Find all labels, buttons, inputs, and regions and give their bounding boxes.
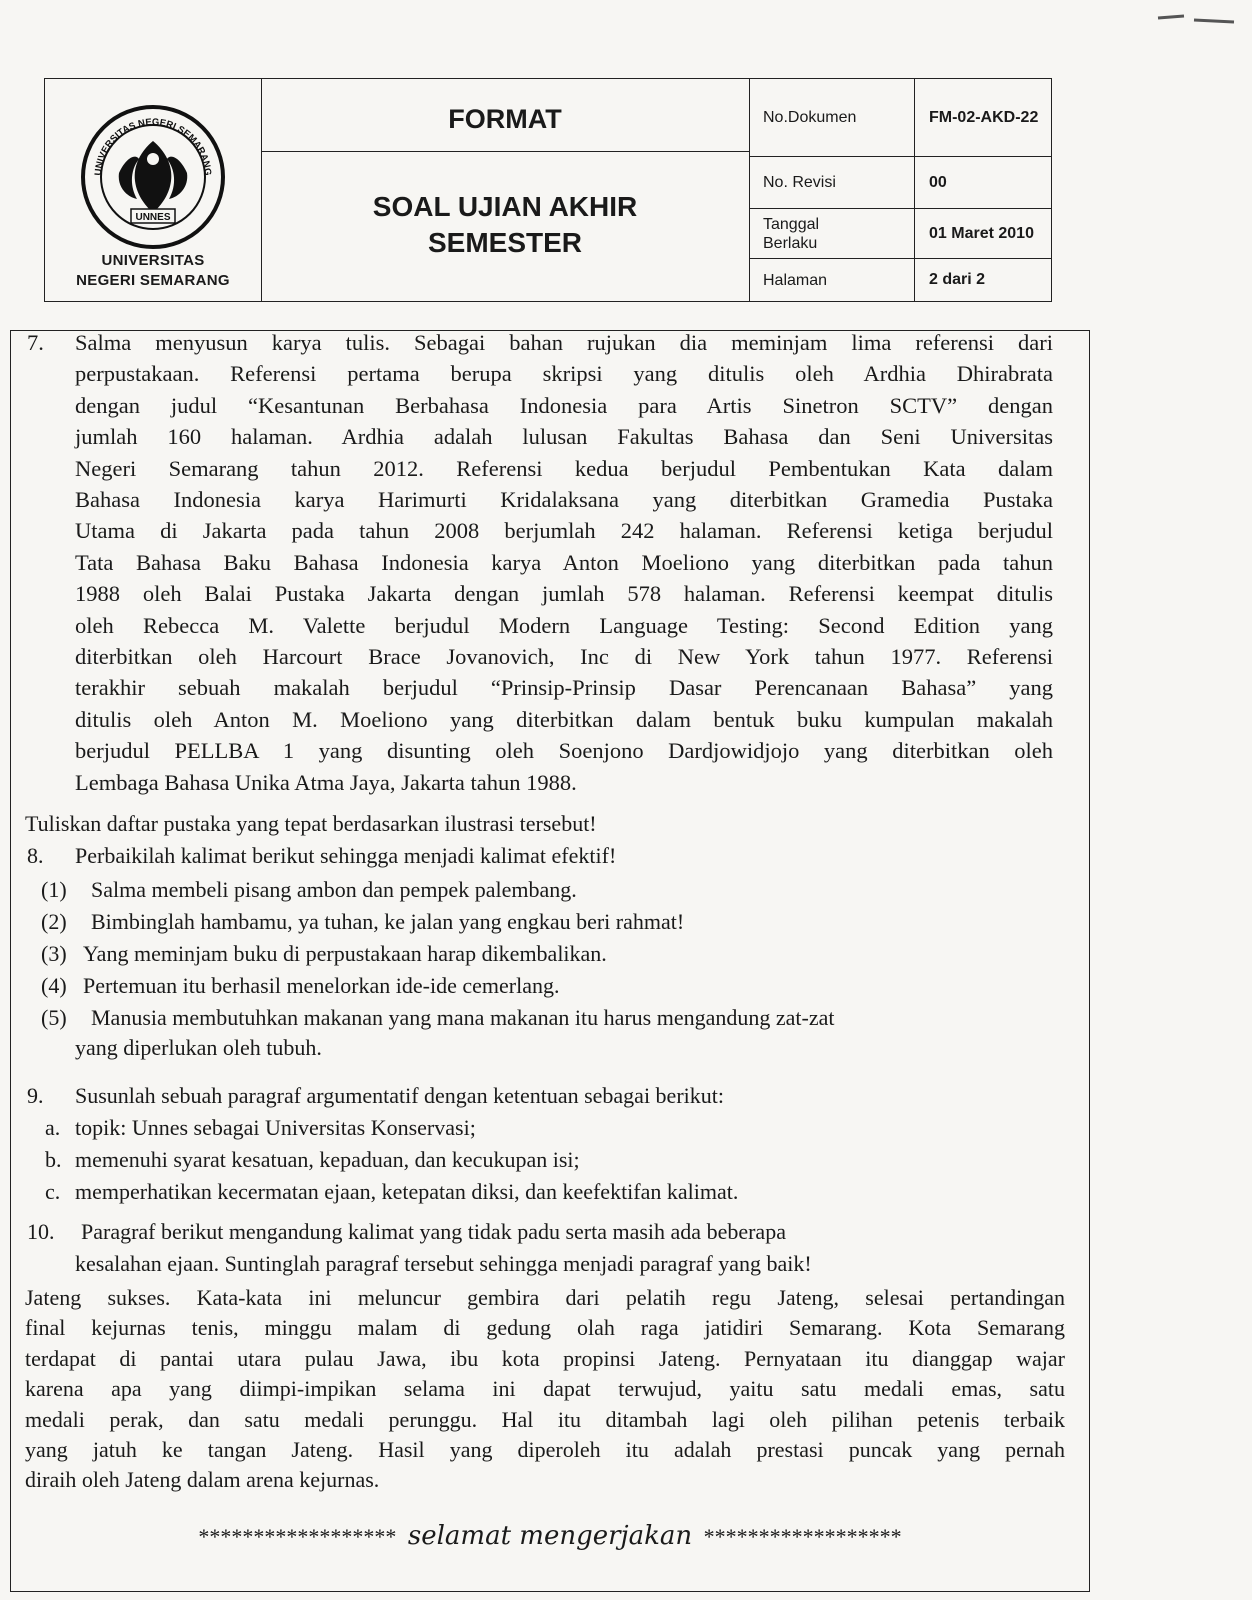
document-title — [261, 189, 749, 261]
q7-instruction: Tuliskan daftar pustaka yang tepat berdasarkan ilustrasi tersebut! — [25, 811, 597, 836]
q9-item-label: b. — [45, 1147, 62, 1172]
closing-text: selamat mengerjakan — [407, 1521, 693, 1551]
q8-item-label: (3) — [41, 941, 67, 966]
q10-prompt: kesalahan ejaan. Suntinglah paragraf tersebut sehingga menjadi paragraf yang baik! — [75, 1251, 812, 1276]
university-name — [45, 251, 261, 291]
title-line-2: SEMESTER — [427, 227, 583, 258]
meta-row — [749, 157, 1051, 209]
question-number: 10. — [27, 1219, 55, 1244]
q9-prompt: Susunlah sebuah paragraf argumentatif dengan ketentuan sebagai berikut: — [75, 1083, 724, 1108]
q7-line: diterbitkan oleh Harcourt Brace Jovanovich, Inc di New York tahun 1977. Referensi — [75, 644, 1053, 670]
q9-item: memenuhi syarat kesatuan, kepaduan, dan kecukupan isi; — [75, 1147, 580, 1172]
q7-line: berjudul PELLBA 1 yang disunting oleh Soenjono Dardjowidjojo yang diterbitkan oleh — [75, 738, 1053, 764]
q7-line: Negeri Semarang tahun 2012. Referensi kedua berjudul Pembentukan Kata dalam — [75, 455, 1053, 481]
meta-row — [749, 79, 1051, 157]
passage-line: medali perak, dan satu medali perunggu. Hal itu ditambah lagi oleh pilihan petenis terbaik — [25, 1406, 1065, 1432]
meta-row — [749, 209, 1051, 259]
title-cell — [261, 79, 750, 301]
document-header — [44, 78, 1052, 302]
q8-item: Pertemuan itu berhasil menelorkan ide-ide cemerlang. — [83, 973, 560, 998]
q8-item-label: (2) — [41, 909, 67, 934]
unnes-logo-icon — [79, 103, 227, 251]
q8-item: Salma membeli pisang ambon dan pempek palembang. — [91, 877, 577, 902]
meta-key: No.Dokumen — [749, 79, 915, 156]
meta-row — [749, 259, 1051, 301]
q8-item: Manusia membutuhkan makanan yang mana makanan itu harus mengandung zat-zat — [91, 1005, 835, 1030]
logo-cell — [45, 79, 262, 301]
q7-line: dengan judul “Kesantunan Berbahasa Indonesia para Artis Sinetron SCTV” dengan — [75, 392, 1053, 418]
meta-value: 00 — [929, 173, 947, 191]
university-line-2: NEGERI SEMARANG — [76, 272, 230, 289]
meta-value: 2 dari 2 — [929, 271, 986, 288]
q7-line: Utama di Jakarta pada tahun 2008 berjumlah 242 halaman. Referensi ketiga berjudul — [75, 518, 1053, 544]
q8-item-continuation: yang diperlukan oleh tubuh. — [75, 1035, 322, 1060]
q7-line: oleh Rebecca M. Valette berjudul Modern Language Testing: Second Edition yang — [75, 612, 1053, 638]
q8-item: Bimbinglah hambamu, ya tuhan, ke jalan yang engkau beri rahmat! — [91, 909, 685, 934]
q7-line: Lembaga Bahasa Unika Atma Jaya, Jakarta tahun 1988. — [75, 769, 577, 795]
q7-line: Salma menyusun karya tulis. Sebagai bahan rujukan dia meminjam lima referensi dari — [75, 330, 1053, 355]
question-box — [10, 330, 1090, 1592]
q9-item: memperhatikan kecermatan ejaan, ketepatan diksi, dan keefektifan kalimat. — [75, 1179, 739, 1204]
closing-stars-right: ****************** — [703, 1524, 902, 1549]
q7-line: jumlah 160 halaman. Ardhia adalah lulusan Fakultas Bahasa dan Seni Universitas — [75, 424, 1053, 450]
q9-item: topik: Unnes sebagai Universitas Konservasi; — [75, 1115, 476, 1140]
logo-ring-text: UNIVERSITAS NEGERI SEMARANG — [92, 116, 214, 177]
university-line-1: UNIVERSITAS — [101, 252, 205, 269]
question-number: 8. — [27, 843, 44, 868]
q8-item: Yang meminjam buku di perpustakaan harap dikembalikan. — [83, 941, 607, 966]
q7-line: ditulis oleh Anton M. Moeliono yang diterbitkan dalam bentuk buku kumpulan makalah — [75, 706, 1053, 732]
meta-key: Tanggal Berlaku — [749, 209, 915, 258]
q8-prompt: Perbaikilah kalimat berikut sehingga menjadi kalimat efektif! — [75, 843, 617, 868]
closing-stars-left: ****************** — [198, 1524, 397, 1549]
meta-table — [749, 79, 1051, 301]
passage-line: Jateng sukses. Kata-kata ini meluncur gembira dari pelatih regu Jateng, selesai pertandingan — [25, 1285, 1065, 1310]
meta-value: FM-02-AKD-22 — [929, 108, 1039, 126]
question-7-text — [75, 327, 1053, 798]
passage-line: karena apa yang diimpi-impikan selama ini dapat terwujud, yaitu satu medali emas, satu — [25, 1376, 1065, 1402]
q7-line: terakhir sebuah makalah berjudul “Prinsip-Prinsip Dasar Perencanaan Bahasa” yang — [75, 675, 1053, 701]
q8-item-label: (5) — [41, 1005, 67, 1030]
scan-smudge-icon — [1154, 8, 1238, 28]
title-line-1: SOAL UJIAN AKHIR — [372, 191, 638, 222]
q9-item-label: a. — [45, 1115, 61, 1140]
passage-line: final kejurnas tenis, minggu malam di gedung olah raga jatidiri Semarang. Kota Semarang — [25, 1315, 1065, 1341]
question-number: 7. — [27, 330, 44, 355]
meta-key: No. Revisi — [749, 157, 915, 208]
passage-line: terdapat di pantai utara pulau Jawa, ibu kota propinsi Jateng. Pernyataan itu dianggap wajar — [25, 1345, 1065, 1371]
passage-line: diraih oleh Jateng dalam arena kejurnas. — [25, 1467, 380, 1493]
question-number: 9. — [27, 1083, 44, 1108]
q7-line: Tata Bahasa Baku Bahasa Indonesia karya Anton Moeliono yang diterbitkan pada tahun — [75, 549, 1053, 575]
q9-item-label: c. — [45, 1179, 61, 1204]
q7-line: Bahasa Indonesia karya Harimurti Kridalaksana yang diterbitkan Gramedia Pustaka — [75, 487, 1053, 513]
q8-item-label: (4) — [41, 973, 67, 998]
q7-line: perpustakaan. Referensi pertama berupa skripsi yang ditulis oleh Ardhia Dhirabrata — [75, 361, 1053, 387]
q10-prompt: Paragraf berikut mengandung kalimat yang tidak padu serta masih ada beberapa — [81, 1219, 786, 1244]
format-label: FORMAT — [261, 79, 749, 152]
q7-line: 1988 oleh Balai Pustaka Jakarta dengan jumlah 578 halaman. Referensi keempat ditulis — [75, 581, 1053, 607]
closing-line — [11, 1521, 1089, 1551]
meta-key: Halaman — [749, 259, 915, 301]
q8-item-label: (1) — [41, 877, 67, 902]
logo-unnes-text: UNNES — [135, 212, 171, 223]
passage-line: yang jatuh ke tangan Jateng. Hasil yang diperoleh itu adalah prestasi puncak yang pernah — [25, 1437, 1065, 1463]
meta-value: 01 Maret 2010 — [929, 224, 1034, 242]
q10-passage — [25, 1283, 1065, 1496]
